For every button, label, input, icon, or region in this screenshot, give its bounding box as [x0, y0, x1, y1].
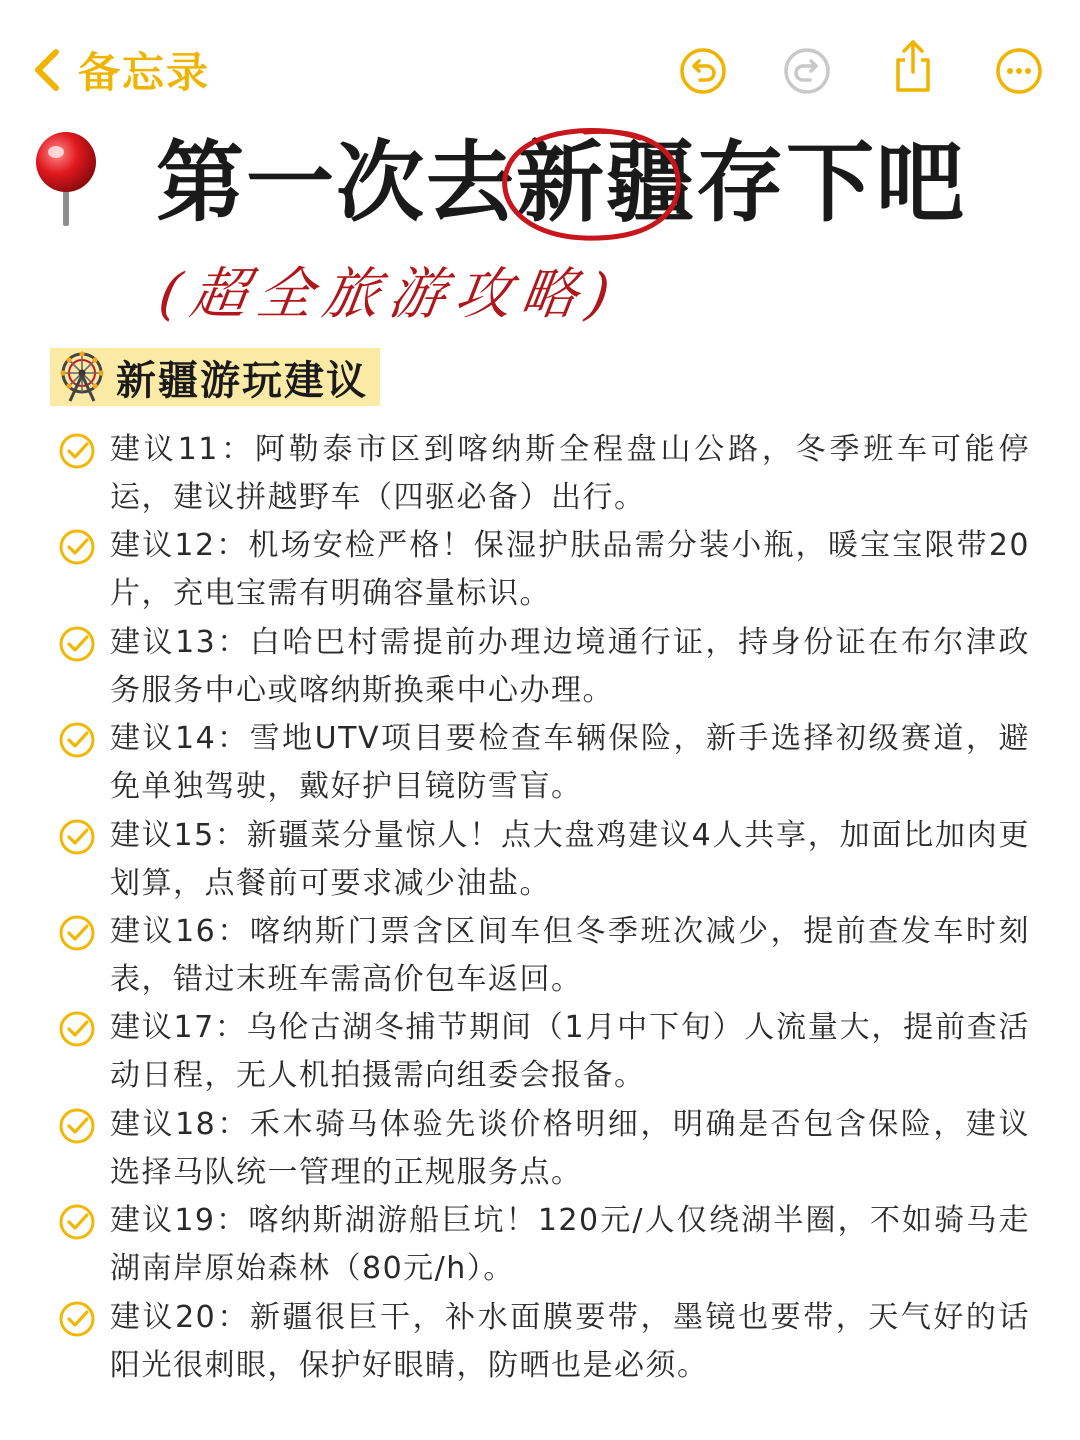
title-part1: 第一次去: [156, 131, 517, 234]
section-title: 新疆游玩建议: [116, 357, 368, 404]
chevron-left-icon: [30, 46, 64, 94]
title-part2: 存下吧: [696, 131, 967, 234]
check-circle-icon: [58, 721, 96, 759]
redo-icon: [782, 46, 832, 96]
ferris-wheel-icon: [56, 351, 108, 403]
check-circle-icon: [58, 625, 96, 663]
undo-button[interactable]: [678, 46, 728, 96]
list-item: [58, 1101, 1038, 1197]
check-circle-icon: [58, 432, 96, 470]
list-item: [58, 715, 1038, 811]
redo-button[interactable]: [782, 46, 832, 96]
page-title: [156, 128, 966, 238]
pushpin-icon: [30, 130, 102, 230]
check-circle-icon: [58, 914, 96, 952]
check-circle-icon: [58, 818, 96, 856]
more-icon: [994, 46, 1044, 96]
list-item: [58, 1004, 1038, 1100]
undo-icon: [678, 46, 728, 96]
section-header: [50, 348, 380, 406]
check-circle-icon: [58, 528, 96, 566]
title-highlight: 新疆: [516, 131, 697, 234]
top-nav-bar: [0, 0, 1080, 140]
tip-text: 建议13：白哈巴村需提前办理边境通行证，持身份证在布尔津政务服务中心或喀纳斯换乘中心办理。: [110, 624, 1030, 708]
tip-text: 建议11：阿勒泰市区到喀纳斯全程盘山公路，冬季班车可能停运，建议拼越野车（四驱必备）出行。: [110, 432, 1030, 515]
tip-text: 建议19：喀纳斯湖游船巨坑！120元/人仅绕湖半圈，不如骑马走湖南岸原始森林（80元/h）。: [110, 1203, 1030, 1287]
tip-text: 建议16：喀纳斯门票含区间车但冬季班次减少，提前查发车时刻表，错过末班车需高价包车返回。: [110, 913, 1030, 997]
list-item: [58, 1294, 1038, 1390]
list-item: [58, 812, 1038, 908]
tip-text: 建议18：禾木骑马体验先谈价格明细，明确是否包含保险，建议选择马队统一管理的正规服务点。: [110, 1106, 1030, 1190]
check-circle-icon: [58, 1203, 96, 1241]
more-button[interactable]: [994, 46, 1044, 96]
tips-list: [58, 426, 1038, 1390]
list-item: [58, 426, 1038, 522]
list-item: [58, 908, 1038, 1004]
back-label: 备忘录: [78, 48, 211, 97]
back-button[interactable]: [30, 40, 210, 100]
list-item: [58, 522, 1038, 618]
tip-text: 建议15：新疆菜分量惊人！点大盘鸡建议4人共享，加面比加肉更划算，点餐前可要求减少油盐。: [110, 817, 1030, 901]
check-circle-icon: [58, 1010, 96, 1048]
share-icon: [888, 38, 938, 94]
page-subtitle: (超全旅游攻略): [154, 262, 624, 327]
share-button[interactable]: [888, 38, 938, 88]
tip-text: 建议20：新疆很巨干，补水面膜要带，墨镜也要带，天气好的话阳光很刺眼，保护好眼睛，防晒也是必须。: [110, 1299, 1030, 1383]
list-item: [58, 619, 1038, 715]
check-circle-icon: [58, 1107, 96, 1145]
tip-text: 建议17：乌伦古湖冬捕节期间（1月中下旬）人流量大，提前查活动日程，无人机拍摄需向组委会报备。: [110, 1010, 1030, 1094]
check-circle-icon: [58, 1300, 96, 1338]
tip-text: 建议14：雪地UTV项目要检查车辆保险，新手选择初级赛道，避免单独驾驶，戴好护目镜防雪盲。: [110, 721, 1030, 805]
tip-text: 建议12：机场安检严格！保湿护肤品需分装小瓶，暖宝宝限带20片，充电宝需有明确容量标识。: [110, 528, 1030, 612]
list-item: [58, 1197, 1038, 1293]
